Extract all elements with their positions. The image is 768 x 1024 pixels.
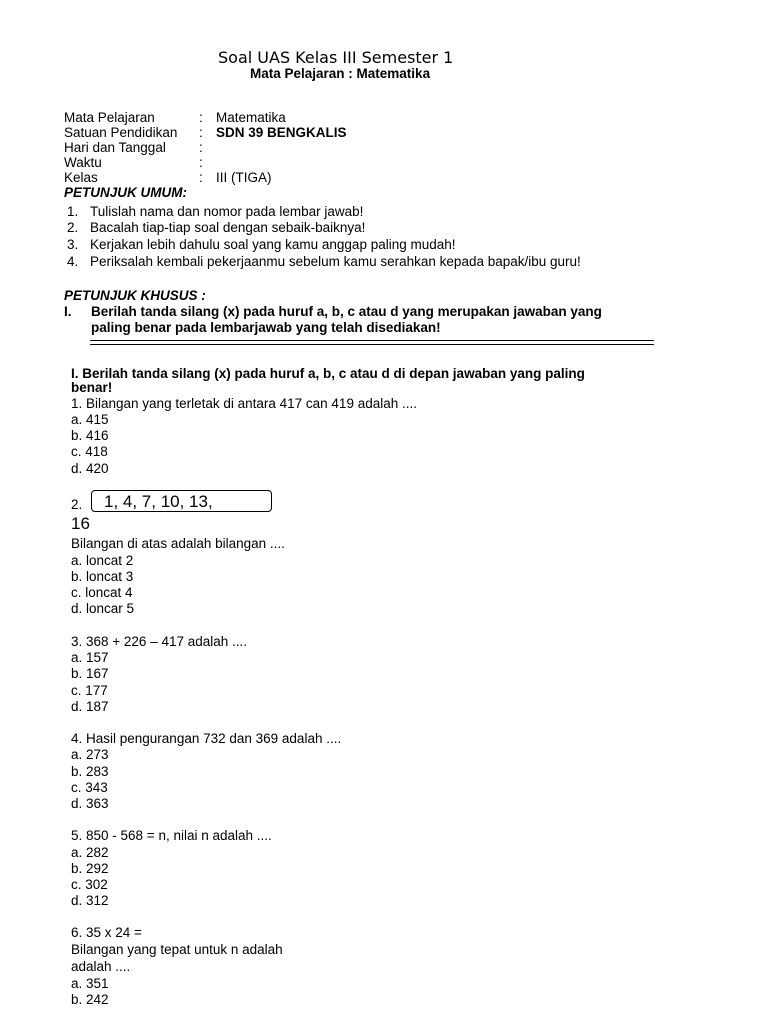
section-heading: benar!: [71, 380, 113, 395]
list-item: Tulislah nama dan nomor pada lembar jawab!: [90, 204, 364, 219]
divider-line: [90, 340, 654, 341]
list-item: Periksalah kembali pekerjaanmu sebelum kamu serahkan kepada bapak/ibu guru!: [90, 254, 581, 269]
list-item: Bacalah tiap-tiap soal dengan sebaik-baiknya!: [90, 220, 366, 235]
answer-option: d. 187: [71, 699, 109, 714]
question-text: 1. Bilangan yang terletak di antara 417 can 419 adalah ....: [71, 396, 417, 411]
answer-option: a. 157: [71, 650, 109, 665]
info-value-kelas: III (TIGA): [216, 170, 272, 185]
answer-option: d. 420: [71, 461, 109, 476]
question-text: 5. 850 - 568 = n, nilai n adalah ....: [71, 828, 272, 843]
petunjuk-umum-heading: PETUNJUK UMUM:: [64, 185, 187, 200]
answer-option: b. 283: [71, 764, 109, 779]
answer-option: d. loncar 5: [71, 601, 135, 616]
info-separator: :: [199, 170, 203, 185]
petunjuk-khusus-heading: PETUNJUK KHUSUS :: [64, 288, 206, 303]
info-label-satuan-pendidikan: Satuan Pendidikan: [64, 125, 178, 140]
answer-option: a. 273: [71, 747, 109, 762]
answer-option: b. 242: [71, 992, 109, 1007]
answer-option: a. 351: [71, 976, 109, 991]
question-text: 3. 368 + 226 – 417 adalah ....: [71, 634, 248, 649]
answer-option: c. 343: [71, 780, 108, 795]
exam-title: Soal UAS Kelas III Semester 1: [218, 48, 454, 67]
info-separator: :: [199, 155, 203, 170]
answer-option: b. 416: [71, 428, 109, 443]
question-text: 4. Hasil pengurangan 732 dan 369 adalah ....: [71, 731, 342, 746]
info-label-hari-tanggal: Hari dan Tanggal: [64, 140, 166, 155]
petunjuk-khusus-line: paling benar pada lembarjawab yang telah disediakan!: [91, 320, 441, 335]
answer-option: c. loncat 4: [71, 585, 133, 600]
info-value-mata-pelajaran: Matematika: [216, 110, 286, 125]
info-label-mata-pelajaran: Mata Pelajaran: [64, 110, 155, 125]
info-separator: :: [199, 110, 203, 125]
list-item-number: 2.: [67, 220, 79, 235]
question-text: Bilangan di atas adalah bilangan ....: [71, 536, 285, 551]
petunjuk-khusus-number: I.: [64, 304, 72, 319]
answer-option: c. 302: [71, 877, 108, 892]
number-sequence-continued: 16: [71, 514, 90, 533]
answer-option: a. loncat 2: [71, 553, 134, 568]
list-item-number: 1.: [67, 204, 79, 219]
question-text: Bilangan yang tepat untuk n adalah: [71, 942, 283, 957]
exam-subtitle: Mata Pelajaran : Matematika: [250, 66, 431, 81]
divider-line: [90, 344, 654, 345]
answer-option: a. 282: [71, 845, 109, 860]
answer-option: c. 177: [71, 683, 108, 698]
info-separator: :: [199, 140, 203, 155]
list-item: Kerjakan lebih dahulu soal yang kamu anggap paling mudah!: [90, 237, 456, 252]
question-text: 6. 35 x 24 =: [71, 925, 142, 940]
answer-option: b. 167: [71, 666, 109, 681]
number-sequence: 1, 4, 7, 10, 13,: [104, 492, 213, 511]
section-heading: I. Berilah tanda silang (x) pada huruf a, b, c atau d di depan jawaban yang paling: [71, 366, 585, 381]
question-text: adalah ....: [71, 959, 131, 974]
answer-option: d. 312: [71, 893, 109, 908]
question-number: 2.: [71, 497, 83, 512]
info-separator: :: [199, 125, 203, 140]
info-value-satuan-pendidikan: SDN 39 BENGKALIS: [216, 125, 347, 140]
list-item-number: 3.: [67, 237, 79, 252]
answer-option: b. 292: [71, 861, 109, 876]
list-item-number: 4.: [67, 254, 79, 269]
answer-option: b. loncat 3: [71, 569, 134, 584]
info-label-kelas: Kelas: [64, 170, 98, 185]
answer-option: d. 363: [71, 796, 109, 811]
answer-option: a. 415: [71, 412, 109, 427]
answer-option: c. 418: [71, 444, 108, 459]
info-label-waktu: Waktu: [64, 155, 102, 170]
petunjuk-khusus-line: Berilah tanda silang (x) pada huruf a, b, c atau d yang merupakan jawaban yang: [91, 304, 602, 319]
